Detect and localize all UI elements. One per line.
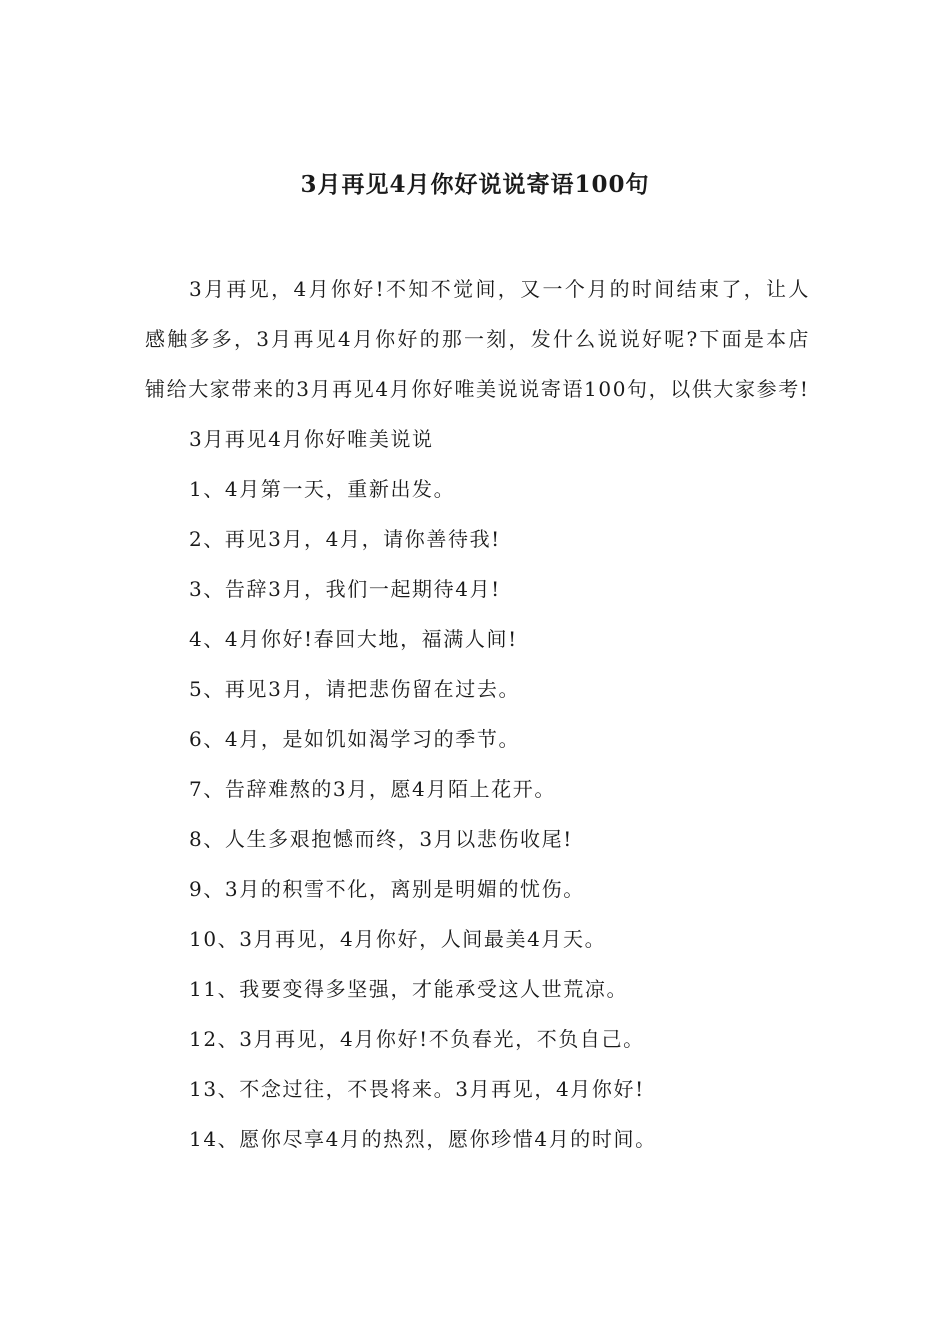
document-title: 3月再见4月你好说说寄语100句: [300, 171, 650, 198]
list-item: 5、再见3月，请把悲伤留在过去。: [189, 677, 521, 701]
list-item: 13、不念过往，不畏将来。3月再见，4月你好!: [189, 1077, 645, 1101]
list-item: 12、3月再见，4月你好!不负春光，不负自己。: [189, 1027, 645, 1051]
list-item: 11、我要变得多坚强，才能承受这人世荒凉。: [189, 977, 629, 1001]
list-item: 14、愿你尽享4月的热烈，愿你珍惜4月的时间。: [189, 1127, 657, 1151]
list-item: 7、告辞难熬的3月，愿4月陌上花开。: [189, 777, 556, 801]
list-item: 8、人生多艰抱憾而终，3月以悲伤收尾!: [189, 827, 573, 851]
list-item: 6、4月，是如饥如渴学习的季节。: [189, 727, 521, 751]
list-item: 3、告辞3月，我们一起期待4月!: [189, 577, 501, 601]
list-item: 1、4月第一天，重新出发。: [189, 477, 456, 501]
list-item: 2、再见3月，4月，请你善待我!: [189, 527, 501, 551]
list-item: 9、3月的积雪不化，离别是明媚的忧伤。: [189, 877, 585, 901]
section-subheading: 3月再见4月你好唯美说说: [189, 427, 434, 451]
list-item: 10、3月再见，4月你好，人间最美4月天。: [189, 927, 607, 951]
intro-paragraph: 3月再见，4月你好!不知不觉间，又一个月的时间结束了，让人感触多多，3月再见4月你好的那一刻，发什么说说好呢?下面是本店铺给大家带来的3月再见4月你好唯美说说寄语100句，以供大家参考!: [145, 277, 810, 401]
quote-list: [145, 464, 810, 1164]
document-body: [145, 264, 810, 1164]
list-item: 4、4月你好!春回大地，福满人间!: [189, 627, 518, 651]
